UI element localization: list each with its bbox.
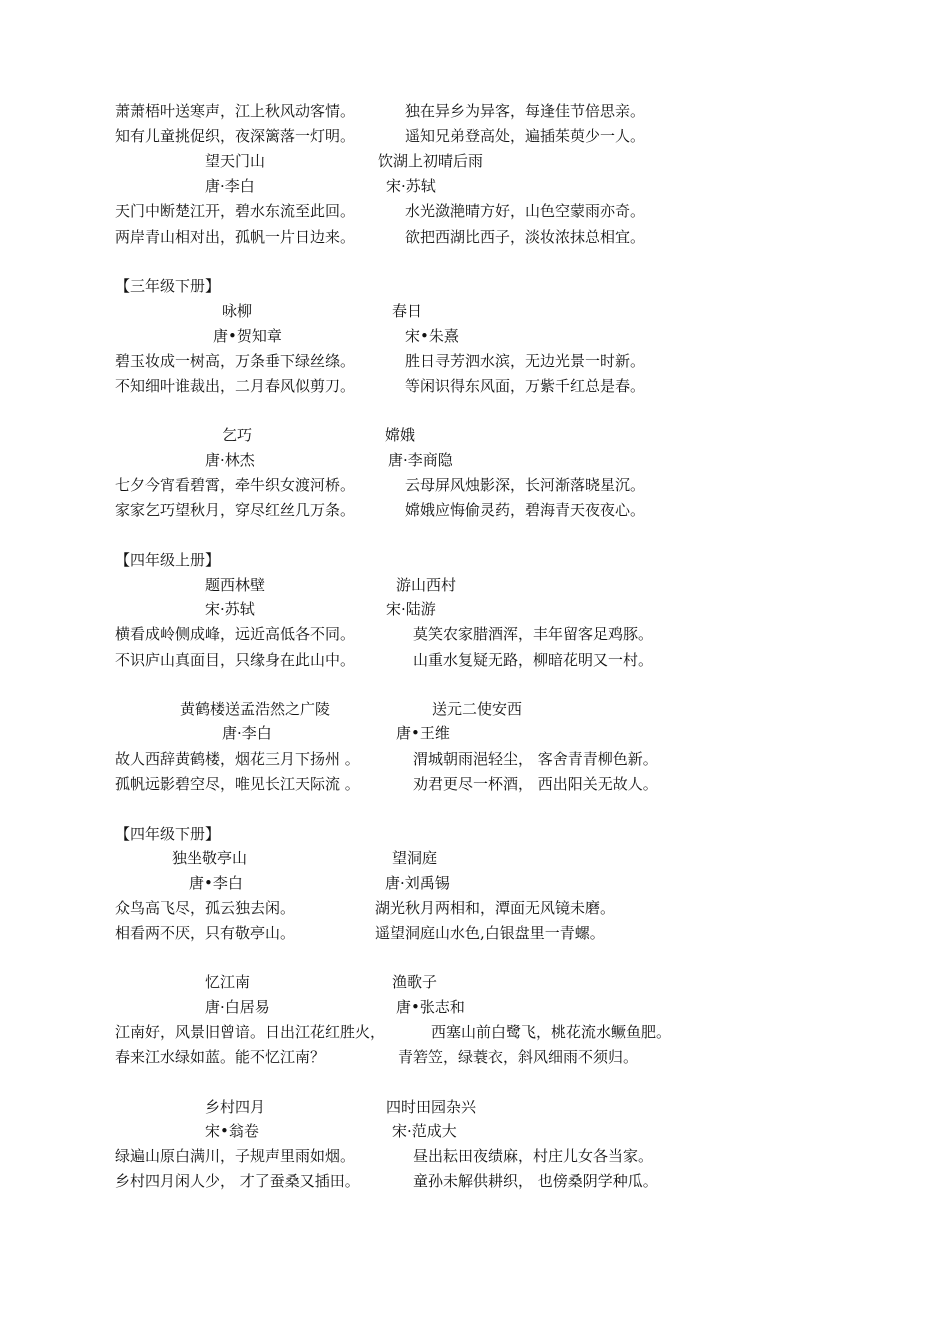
poem-line: 胜日寻芳泗水滨，无边光景一时新。 bbox=[405, 352, 646, 370]
poem-title: 望洞庭 bbox=[392, 849, 438, 867]
poem-title: 四时田园杂兴 bbox=[386, 1098, 477, 1116]
poem-line: 青箬笠，绿蓑衣，斜风细雨不须归。 bbox=[398, 1048, 639, 1066]
poem-line: 七夕今宵看碧霄，牵牛织女渡河桥。 bbox=[115, 476, 356, 494]
poem-line: 江南好，风景旧曾谙。日出江花红胜火， bbox=[115, 1023, 386, 1041]
poem-line: 湖光秋月两相和，潭面无风镜未磨。 bbox=[375, 899, 616, 917]
poem-author: 宋·范成大 bbox=[392, 1122, 457, 1140]
poem-author: 唐·李白 bbox=[205, 177, 255, 195]
poem-line: 西塞山前白鹭飞，桃花流水鳜鱼肥。 bbox=[431, 1023, 672, 1041]
poem-line: 春来江水绿如蓝。能不忆江南？ bbox=[115, 1048, 326, 1066]
poem-line: 横看成岭侧成峰，远近高低各不同。 bbox=[115, 625, 356, 643]
poem-line: 两岸青山相对出，孤帆一片日边来。 bbox=[115, 228, 356, 246]
poem-author: 宋·陆游 bbox=[386, 600, 436, 618]
poem-title: 送元二使安西 bbox=[432, 700, 523, 718]
poem-author: 宋·苏轼 bbox=[205, 600, 255, 618]
poem-title: 题西林壁 bbox=[205, 576, 266, 594]
poem-title: 独坐敬亭山 bbox=[172, 849, 248, 867]
poem-line: 莫笑农家腊酒浑，丰年留客足鸡豚。 bbox=[413, 625, 654, 643]
poem-line: 童孙未解供耕织， 也傍桑阴学种瓜。 bbox=[413, 1172, 658, 1190]
poem-title: 忆江南 bbox=[205, 973, 251, 991]
poem-line: 知有儿童挑促织，夜深篱落一灯明。 bbox=[115, 127, 356, 145]
poem-line: 众鸟高飞尽，孤云独去闲。 bbox=[115, 899, 296, 917]
section-heading: 【四年级下册】 bbox=[115, 825, 221, 843]
poem-line: 乡村四月闲人少， 才了蚕桑又插田。 bbox=[115, 1172, 360, 1190]
poem-line: 故人西辞黄鹤楼，烟花三月下扬州 。 bbox=[115, 750, 360, 768]
poem-line: 遥知兄弟登高处，遍插茱萸少一人。 bbox=[405, 127, 646, 145]
poem-title: 乡村四月 bbox=[205, 1098, 266, 1116]
poem-line: 绿遍山原白满川，子规声里雨如烟。 bbox=[115, 1147, 356, 1165]
poem-title: 饮湖上初晴后雨 bbox=[378, 152, 484, 170]
poem-author: 唐·李商隐 bbox=[388, 451, 453, 469]
poem-author: 唐•王维 bbox=[396, 724, 450, 742]
poem-author: 宋•翁卷 bbox=[205, 1122, 259, 1140]
poem-line: 不识庐山真面目，只缘身在此山中。 bbox=[115, 651, 356, 669]
poem-title: 渔歌子 bbox=[392, 973, 438, 991]
section-heading: 【三年级下册】 bbox=[115, 277, 221, 295]
poem-author: 唐•李白 bbox=[189, 874, 243, 892]
poem-author: 唐·林杰 bbox=[205, 451, 255, 469]
poem-line: 萧萧梧叶送寒声，江上秋风动客情。 bbox=[115, 102, 356, 120]
poem-line: 孤帆远影碧空尽，唯见长江天际流 。 bbox=[115, 775, 360, 793]
poem-line: 天门中断楚江开，碧水东流至此回。 bbox=[115, 202, 356, 220]
section-heading: 【四年级上册】 bbox=[115, 551, 221, 569]
poem-title: 咏柳 bbox=[222, 302, 253, 320]
poem-line: 碧玉妆成一树高，万条垂下绿丝绦。 bbox=[115, 352, 356, 370]
poem-author: 唐•贺知章 bbox=[213, 327, 282, 345]
poem-line: 渭城朝雨浥轻尘， 客舍青青柳色新。 bbox=[413, 750, 658, 768]
poem-author: 宋·苏轼 bbox=[386, 177, 436, 195]
poem-title: 乞巧 bbox=[222, 426, 253, 444]
poem-title: 嫦娥 bbox=[385, 426, 416, 444]
poem-line: 家家乞巧望秋月，穿尽红丝几万条。 bbox=[115, 501, 356, 519]
poem-title: 望天门山 bbox=[205, 152, 266, 170]
poem-line: 昼出耘田夜绩麻，村庄儿女各当家。 bbox=[413, 1147, 654, 1165]
poem-line: 欲把西湖比西子，淡妆浓抹总相宜。 bbox=[405, 228, 646, 246]
poem-line: 不知细叶谁裁出，二月春风似剪刀。 bbox=[115, 377, 356, 395]
poem-line: 劝君更尽一杯酒， 西出阳关无故人。 bbox=[413, 775, 658, 793]
poem-line: 云母屏风烛影深，长河渐落晓星沉。 bbox=[405, 476, 646, 494]
poem-author: 宋•朱熹 bbox=[405, 327, 459, 345]
poem-line: 相看两不厌，只有敬亭山。 bbox=[115, 924, 296, 942]
poem-author: 唐•张志和 bbox=[396, 998, 465, 1016]
poem-line: 等闲识得东风面，万紫千红总是春。 bbox=[405, 377, 646, 395]
poem-title: 春日 bbox=[392, 302, 423, 320]
poem-title: 黄鹤楼送孟浩然之广陵 bbox=[180, 700, 331, 718]
poem-author: 唐·白居易 bbox=[205, 998, 270, 1016]
poem-line: 遥望洞庭山水色,白银盘里一青螺。 bbox=[375, 924, 605, 942]
poem-title: 游山西村 bbox=[396, 576, 457, 594]
poem-line: 独在异乡为异客，每逢佳节倍思亲。 bbox=[405, 102, 646, 120]
poem-line: 嫦娥应悔偷灵药，碧海青天夜夜心。 bbox=[405, 501, 646, 519]
poem-author: 唐·李白 bbox=[222, 724, 272, 742]
poem-line: 水光潋滟晴方好，山色空蒙雨亦奇。 bbox=[405, 202, 646, 220]
poem-line: 山重水复疑无路，柳暗花明又一村。 bbox=[413, 651, 654, 669]
poem-author: 唐·刘禹锡 bbox=[385, 874, 450, 892]
